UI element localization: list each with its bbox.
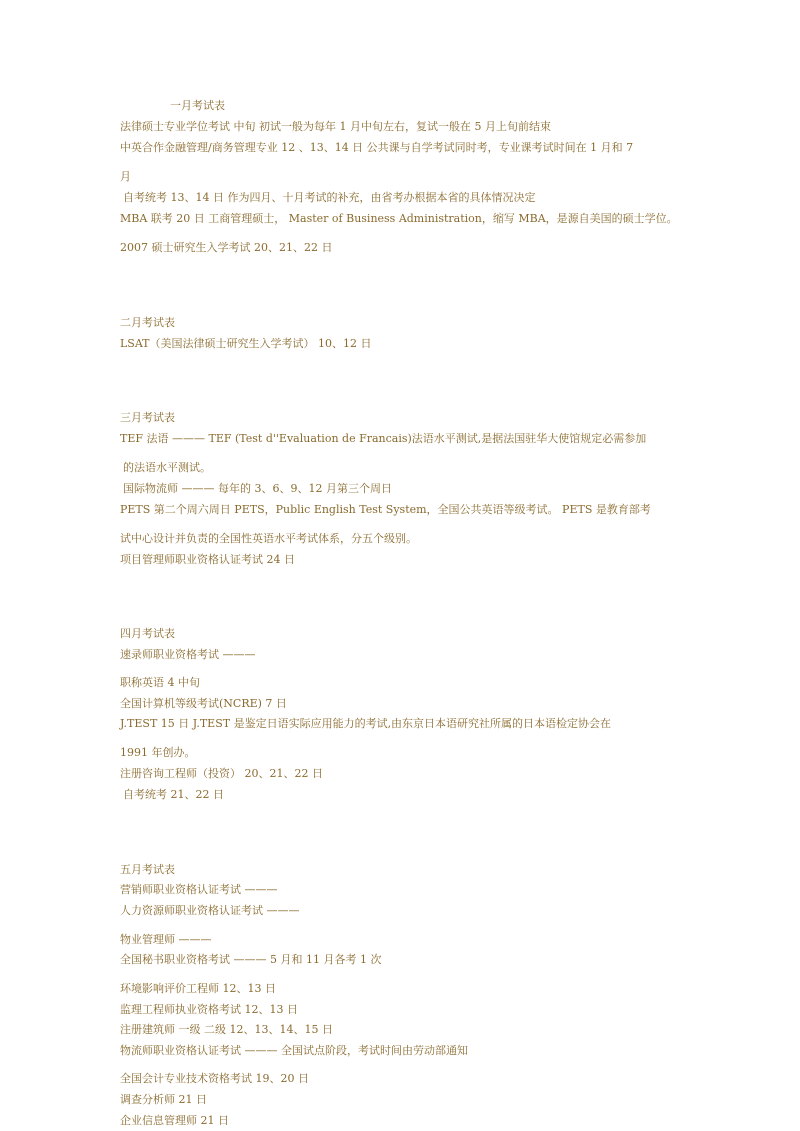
text-line: J.TEST 15 日 J.TEST 是鉴定日语实际应用能力的考试,由东京日本语研究社所属的日本语检定协会在	[120, 717, 612, 730]
text-line: PETS 第二个周六周日 PETS，Public English Test System，全国公共英语等级考试。 PETS 是教育部考	[120, 503, 651, 516]
text-line: 国际物流师 ——— 每年的 3、6、9、12 月第三个周日	[123, 482, 392, 495]
text-line: 环境影响评价工程师 12、13 日	[120, 982, 276, 995]
section-title-march: 三月考试表	[120, 411, 175, 424]
text-line: 企业信息管理师 21 日	[120, 1114, 229, 1127]
text-line: 的法语水平测试。	[123, 461, 211, 474]
text-line: 2007 硕士研究生入学考试 20、21、22 日	[120, 241, 333, 254]
text-line: 监理工程师执业资格考试 12、13 日	[120, 1003, 298, 1016]
section-title-april: 四月考试表	[120, 627, 175, 640]
text-line: 月	[120, 170, 131, 183]
text-line: LSAT（美国法律硕士研究生入学考试） 10、12 日	[120, 337, 372, 350]
text-line: 物业管理师 ———	[120, 933, 212, 946]
text-line: 项目管理师职业资格认证考试 24 日	[120, 553, 295, 566]
text-line: 职称英语 4 中旬	[120, 676, 200, 689]
section-title-february: 二月考试表	[120, 316, 175, 329]
text-line: 全国秘书职业资格考试 ——— 5 月和 11 月各考 1 次	[120, 953, 382, 966]
text-line: 自考统考 21、22 日	[123, 788, 224, 801]
text-line: TEF 法语 ——— TEF (Test d''Evaluation de Francais)法语水平测试,是据法国驻华大使馆规定必需参加	[120, 432, 647, 445]
text-line: 中英合作金融管理/商务管理专业 12 、13、14 日 公共课与自学考试同时考，专业课考试时间在 1 月和 7	[120, 141, 634, 154]
text-line: 调查分析师 21 日	[120, 1093, 207, 1106]
text-line: 速录师职业资格考试 ———	[120, 648, 256, 661]
text-line: 全国会计专业技术资格考试 19、20 日	[120, 1072, 309, 1085]
text-line: 营销师职业资格认证考试 ———	[120, 883, 278, 896]
text-line: 自考统考 13、14 日 作为四月、十月考试的补充，由省考办根据本省的具体情况决定	[123, 191, 536, 204]
text-line: 物流师职业资格认证考试 ——— 全国试点阶段，考试时间由劳动部通知	[120, 1044, 468, 1057]
text-line: 1991 年创办。	[120, 746, 196, 759]
text-line: 法律硕士专业学位考试 中旬 初试一般为每年 1 月中旬左右，复试一般在 5 月上旬前结束	[120, 120, 551, 133]
text-line: 全国计算机等级考试(NCRE) 7 日	[120, 697, 287, 710]
text-line: MBA 联考 20 日 工商管理硕士， Master of Business Administration，缩写 MBA，是源自美国的硕士学位。	[120, 212, 678, 225]
text-line: 试中心设计并负责的全国性英语水平考试体系，分五个级别。	[120, 532, 417, 545]
text-line: 注册咨询工程师（投资） 20、21、22 日	[120, 767, 323, 780]
section-title-january: 一月考试表	[170, 99, 225, 112]
section-title-may: 五月考试表	[120, 863, 175, 876]
text-line: 注册建筑师 一级 二级 12、13、14、15 日	[120, 1023, 333, 1036]
text-line: 人力资源师职业资格认证考试 ———	[120, 904, 300, 917]
